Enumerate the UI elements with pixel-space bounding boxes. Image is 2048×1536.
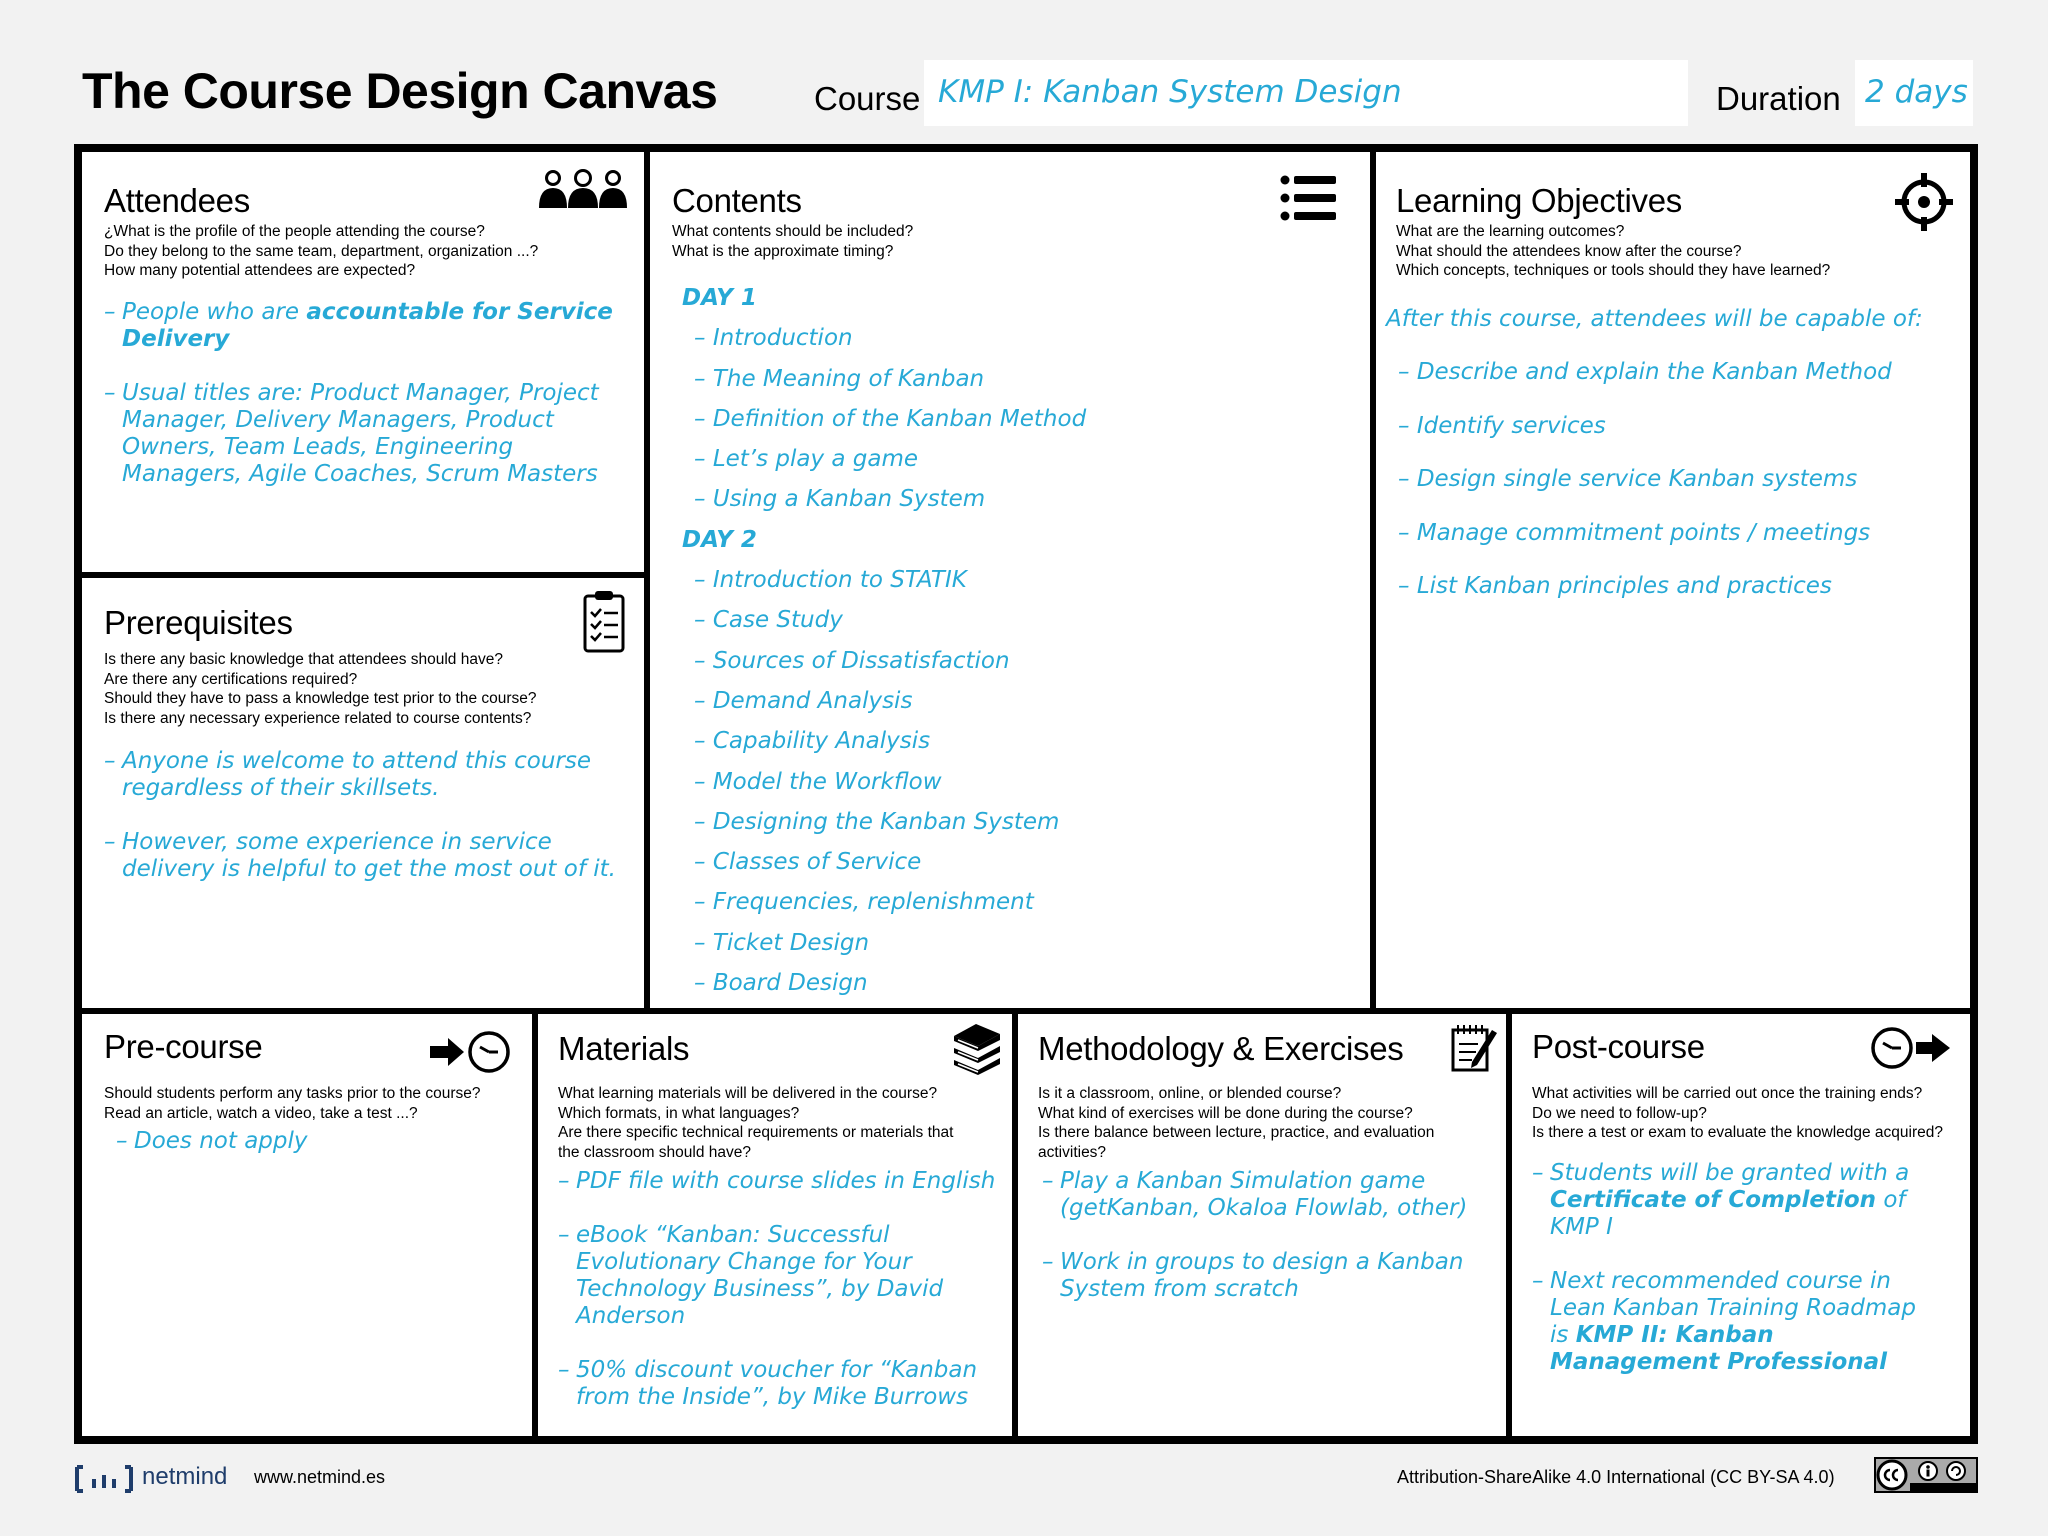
list-item: – Sources of Dissatisfaction [694,647,1010,674]
attendees-answers [104,299,624,515]
target-icon [1894,172,1954,237]
post-course-title: Post-course [1532,1028,1705,1065]
duration-field[interactable] [1855,60,1973,126]
clock-arrow-icon [1870,1026,1954,1075]
materials-title: Materials [558,1030,690,1067]
list-item: – Case Study [694,607,843,634]
prerequisites-questions: Is there any basic knowledge that attendees should have? Are there any certifications required? Should they have to pass a knowledge test prior to the course? Is there any necessary experience related to course contents? [104,651,537,727]
pre-course-section [82,1014,532,1436]
learning-objectives-list [1386,304,1923,625]
duration-label: Duration [1716,80,1841,117]
methodology-answers [1042,1168,1492,1330]
notepad-pencil-icon [1450,1022,1498,1079]
list-item: – Does not apply [116,1128,308,1154]
attendees-title: Attendees [104,182,250,219]
list-item: – Capability Analysis [694,728,931,755]
list-item: – Classes of Service [694,849,922,876]
list-item: – Usual titles are: Product Manager, Project Manager, Delivery Managers, Product Owners, Team Leads, Engineering Managers, Agile Coaches, Scrum Masters [104,380,599,487]
prerequisites-answers [104,748,624,910]
attendees-questions: ¿What is the profile of the people attending the course? Do they belong to the same team, department, organization ...? How many potential attendees are expected? [104,223,539,279]
license-text: Attribution-ShareAlike 4.0 International (CC BY-SA 4.0) [1397,1467,1835,1487]
list-item: – Demand Analysis [694,687,913,714]
list-item: – Identify services [1398,412,1606,439]
list-item: – Let’s play a game [694,446,919,473]
course-field[interactable] [924,60,1688,126]
list-item: – The Meaning of Kanban [694,365,985,392]
course-value: KMP I: Kanban System Design [938,74,1402,110]
post-course-answers [1532,1160,1932,1403]
contents-title: Contents [672,182,802,219]
materials-questions: What learning materials will be delivered in the course? Which formats, in what languages? Are there specific technical requirements or materials that the classroom should have? [558,1085,954,1161]
contents-section [650,152,1370,1008]
learning-objectives-questions: What are the learning outcomes? What should the attendees know after the course? Which concepts, techniques or tools should they have learned? [1396,223,1831,279]
list-item: – Introduction to STATIK [694,567,967,594]
list-item: – Describe and explain the Kanban Method [1398,359,1892,385]
post-course-questions: What activities will be carried out once the training ends? Do we need to follow-up? Is there a test or exam to evaluate the knowledge acquired? [1532,1085,1943,1141]
contents-list [682,278,1086,1003]
methodology-section [1018,1014,1506,1436]
list-item: – PDF file with course slides in English [558,1168,996,1194]
list-item: – However, some experience in service delivery is helpful to get the most out of it. [104,829,616,882]
list-item: – Board Design [694,970,868,997]
materials-section [538,1014,1012,1436]
prerequisites-title: Prerequisites [104,604,293,641]
list-item: – Introduction [694,325,853,352]
contents-questions: What contents should be included? What is the approximate timing? [672,223,914,260]
methodology-questions: Is it a classroom, online, or blended course? What kind of exercises will be done during the course? Is there balance between lecture, practice, and evaluation activities? [1038,1085,1435,1161]
checklist-icon [582,588,628,659]
list-item: – List Kanban principles and practices [1398,573,1832,600]
pre-course-questions: Should students perform any tasks prior to the course? Read an article, watch a video, take a test ...? [104,1085,481,1122]
methodology-title: Methodology & Exercises [1038,1030,1404,1067]
people-icon [537,166,629,215]
materials-answers [558,1168,1008,1436]
day-2-label: DAY 2 [682,526,757,553]
list-item: – Anyone is welcome to attend this course regardless of their skillsets. [104,748,591,801]
attendees-section [82,152,644,572]
books-icon [948,1020,1004,1081]
duration-value: 2 days [1865,74,1968,110]
list-item: – People who are accountable for Service Delivery [104,299,613,352]
logo-text: netmind [142,1463,228,1490]
list-icon [1280,174,1338,227]
list-item: – Using a Kanban System [694,486,986,513]
page-title: The Course Design Canvas [82,63,718,119]
list-item: – Students will be granted with a Certificate of Completion of KMP I [1532,1160,1910,1240]
prerequisites-section [82,578,644,1008]
learning-objectives-title: Learning Objectives [1396,182,1682,219]
list-item: – Frequencies, replenishment [694,889,1034,916]
cc-by-sa-badge[interactable] [1874,1457,1978,1498]
list-item: – Ticket Design [694,929,870,956]
list-item: – 50% discount voucher for “Kanban from the Inside”, by Mike Burrows [558,1357,978,1410]
day-1-label: DAY 1 [682,285,757,311]
course-label: Course [814,80,921,117]
list-item: – eBook “Kanban: Successful Evolutionary Change for Your Technology Business”, by David Anderson [558,1222,944,1329]
list-item: – Work in groups to design a Kanban System from scratch [1042,1249,1464,1302]
header [0,0,2048,140]
website-link[interactable]: www.netmind.es [254,1467,386,1487]
learning-objectives-intro: After this course, attendees will be capable of: [1386,306,1923,332]
pre-course-title: Pre-course [104,1028,263,1065]
list-item: – Play a Kanban Simulation game (getKanban, Okaloa Flowlab, other) [1042,1168,1468,1221]
canvas-grid [74,144,1978,1444]
list-item: – Model the Workflow [694,768,942,795]
pre-course-answers [116,1128,516,1182]
list-item: – Manage commitment points / meetings [1398,519,1871,546]
learning-objectives-section [1376,152,1970,1008]
list-item: – Designing the Kanban System [694,808,1060,835]
list-item: – Next recommended course in Lean Kanban Training Roadmap is KMP II: Kanban Management Professional [1532,1268,1916,1375]
list-item: – Definition of the Kanban Method [694,405,1087,432]
post-course-section [1512,1014,1970,1436]
list-item: – Design single service Kanban systems [1398,466,1858,493]
arrow-clock-icon [428,1030,512,1079]
